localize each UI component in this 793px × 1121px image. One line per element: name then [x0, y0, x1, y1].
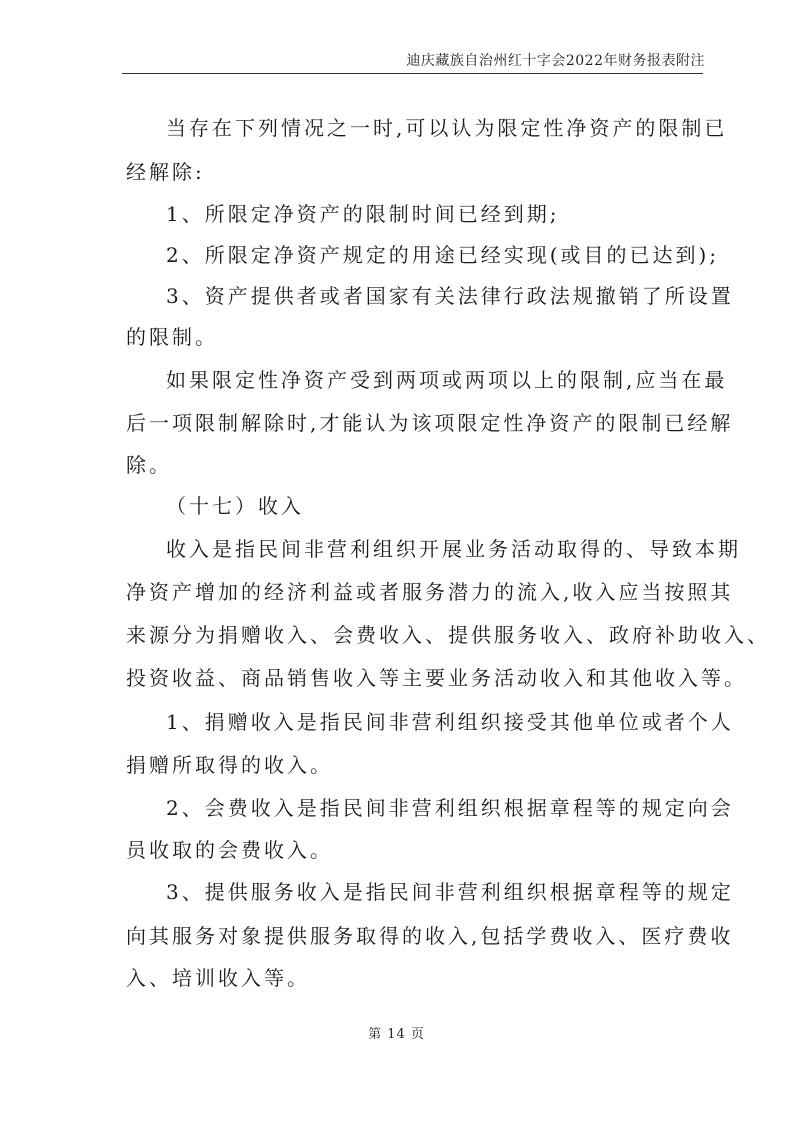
list-item: 3、资产提供者或者国家有关法律行政法规撤销了所设置	[166, 284, 734, 308]
paragraph-line: 捐赠所取得的收入。	[126, 753, 333, 777]
paragraph-line: 经解除:	[126, 160, 205, 184]
paragraph-line: 收入是指民间非营利组织开展业务活动取得的、导致本期	[166, 537, 741, 561]
paragraph-line: 向其服务对象提供服务取得的收入,包括学费收入、医疗费收	[126, 924, 734, 948]
report-header-title: 迪庆藏族自治州红十字会2022年财务报表附注	[406, 53, 705, 69]
paragraph-line: 后一项限制解除时,才能认为该项限定性净资产的限制已经解	[126, 411, 734, 435]
header-divider	[122, 73, 703, 74]
list-item: 2、所限定净资产规定的用途已经实现(或目的已达到);	[166, 243, 720, 267]
section-heading: （十七）收入	[166, 494, 304, 518]
paragraph-line: 净资产增加的经济利益或者服务潜力的流入,收入应当按照其	[126, 580, 734, 604]
list-item: 3、提供服务收入是指民间非营利组织根据章程等的规定	[166, 880, 734, 904]
list-item: 1、所限定净资产的限制时间已经到期;	[166, 202, 560, 226]
paragraph-line: 的限制。	[126, 325, 218, 349]
paragraph-line: 来源分为捐赠收入、会费收入、提供服务收入、政府补助收入、	[126, 623, 770, 647]
list-item: 1、捐赠收入是指民间非营利组织接受其他单位或者个人	[166, 710, 734, 734]
paragraph-line: 如果限定性净资产受到两项或两项以上的限制,应当在最	[166, 368, 728, 392]
paragraph-line: 入、培训收入等。	[126, 966, 310, 990]
paragraph-line: 投资收益、商品销售收入等主要业务活动收入和其他收入等。	[126, 666, 747, 690]
paragraph-line: 员收取的会费收入。	[126, 838, 333, 862]
paragraph-line: 当存在下列情况之一时,可以认为限定性净资产的限制已	[166, 116, 728, 140]
list-item: 2、会费收入是指民间非营利组织根据章程等的规定向会	[166, 796, 734, 820]
paragraph-line: 除。	[126, 453, 172, 477]
page-number: 第 14 页	[368, 1027, 425, 1042]
